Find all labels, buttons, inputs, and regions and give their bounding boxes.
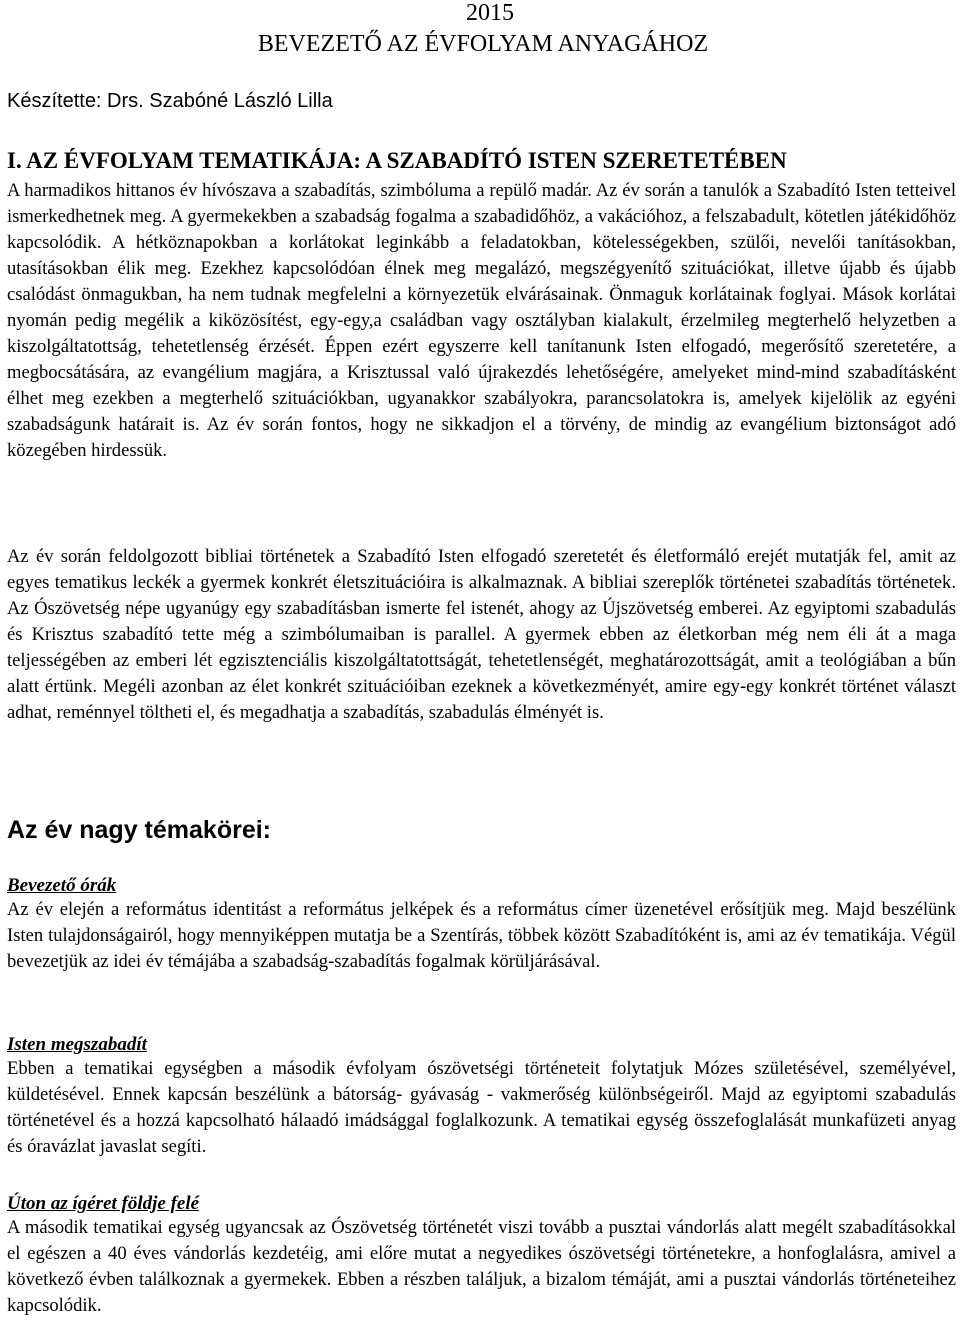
theme-text-igeret-foldje: A második tematikai egység ugyancsak az Ószövetség történetét viszi tovább a pusztai vándorlás alatt megélt szabadításokkal el egészen a 40 éves vándorlás kezdetéig, ami előre mutat a negyedikes ószövetségi történetekre, a honfoglalásra, amivel a következő évben találkoznak a gyermekek. Ebben a részben találjuk, a bizalom témáját, ami a pusztai vándorlás történeteihez kapcsolódik. <box>7 1217 956 1317</box>
theme-title-igeret-foldje: Úton az ígéret földje felé <box>7 1193 200 1214</box>
theme-title-bevezeto: Bevezető órák <box>7 875 117 896</box>
document-year: 2015 <box>466 0 514 26</box>
author-line: Készítette: Drs. Szabóné László Lilla <box>7 90 333 112</box>
theme-title-megszabadit: Isten megszabadít <box>7 1034 147 1055</box>
section-title: I. AZ ÉVFOLYAM TEMATIKÁJA: A SZABADÍTÓ ISTEN SZERETETÉBEN <box>7 148 787 173</box>
intro-paragraph-1: A harmadikos hittanos év hívószava a szabadítás, szimbóluma a repülő madár. Az év során a tanulók a Szabadító Isten tetteivel ismerkedhetnek meg. A gyermekekben a szabadság fogalma a szabadidőhöz, a vakációhoz, a felszabadult, kötetlen játékidőhöz kapcsolódik. A hétköznapokban a korlátokat leginkább a feladatokban, kötelességekben, szülői, nevelői tanításokban, utasításokban élik meg. Ezekhez kapcsolódóan élnek meg megalázó, megszégyenítő szituációkat, illetve újabb és újabb csalódást önmagukban, ha nem tudnak megfelelni a környezetük elvárásainak. Önmaguk korlátainak foglyai. Mások korlátai nyomán pedig megélik a kiközösítést, egy-egy,a családban vagy osztályban kialakult, érzelmileg megterhelő helyzetben a kiszolgáltatottság, tehetetlenség érzését. Éppen ezért egyszerre kell tanítanunk Isten elfogadó, megerősítő szeretetére, a megbocsátására, az evangélium magjára, a Krisztussal való újrakezdés lehetőségére, amelyeket mind-mind szabadításként élhet meg ezekben a megterhelő szituációkban, ugyanakkor szabályokra, parancsolatokra is, amelyek kijelölik az egyéni szabadságunk határait is. Az év során fontos, hogy ne sikkadjon el a törvény, de mindig az evangélium biztonságot adó közegében hirdessük. <box>7 180 956 462</box>
themes-heading: Az év nagy témakörei: <box>7 816 271 844</box>
theme-text-bevezeto: Az év elején a református identitást a református jelképek és a református címer üzenetével erősítjük meg. Majd beszélünk Isten tulajdonságairól, hogy mennyiképpen mutatja be a Szentírás, többek között Szabadítóként is, ami az év tematikája. Végül bevezetjük az idei év témájába a szabadság-szabadítás fogalmak körüljárásával. <box>7 899 956 973</box>
theme-text-megszabadit: Ebben a tematikai egységben a második évfolyam ószövetségi történeteit folytatjuk Mózes születésével, személyével, küldetésével. Ennek kapcsán beszélünk a bátorság- gyávaság - vakmerőség különbségeiről. Majd az egyiptomi szabadulás történetével és a hozzá kapcsolható hálaadó imádsággal foglalkozunk. A tematikai egység összefoglalását munkafüzeti anyag és óravázlat javaslat segíti. <box>7 1058 956 1158</box>
intro-paragraph-2: Az év során feldolgozott bibliai történetek a Szabadító Isten elfogadó szeretetét és életformáló erejét mutatják fel, amit az egyes tematikus leckék a gyermek konkrét életszituációira is alkalmaznak. A bibliai szereplők történetei szabadítás történetek. Az Ószövetség népe ugyanúgy egy szabadításban ismerte fel istenét, ahogy az Újszövetség emberei. Az egyiptomi szabadulás és Krisztus szabadító tette még a szimbólumaiban is parallel. A gyermek ebben az életkorban még nem éli át a maga teljességében az emberi lét egzisztenciális kiszolgáltatottságát, tehetetlenségét, meghatározottságát, amit a teológiában a bűn alatt értünk. Megéli azonban az élet konkrét szituációiban ezeknek a következményét, amire egy-egy konkrét történet választ adhat, reménnyel töltheti el, és megadhatja a szabadítás, szabadulás élményét is. <box>7 546 956 724</box>
document-title: BEVEZETŐ AZ ÉVFOLYAM ANYAGÁHOZ <box>257 31 709 57</box>
